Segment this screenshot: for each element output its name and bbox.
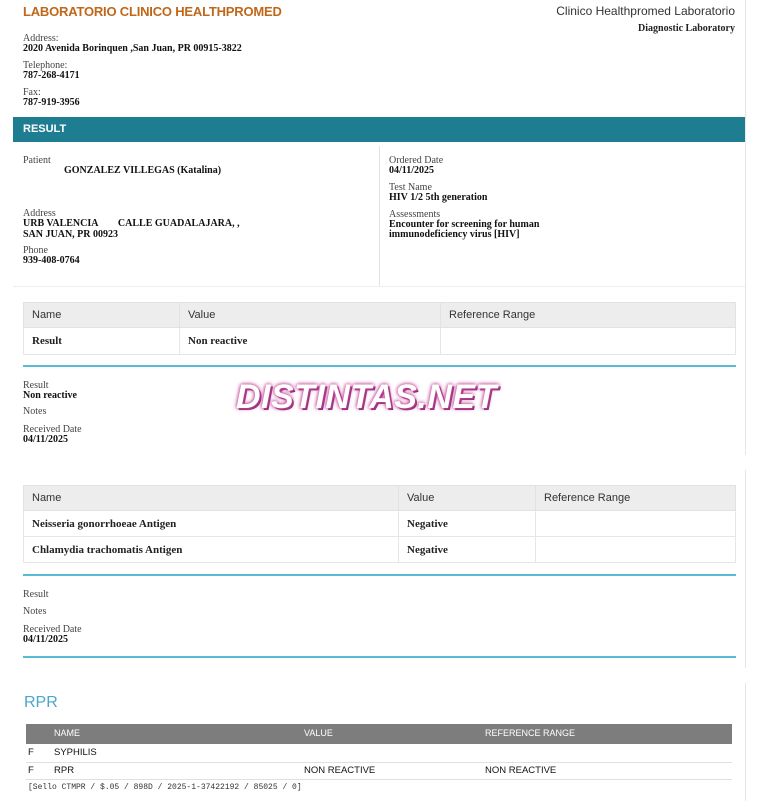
rpr-row-value: NON REACTIVE bbox=[304, 765, 376, 776]
section-rule bbox=[23, 656, 736, 658]
summary-notes-label: Notes bbox=[23, 406, 47, 417]
column-header-name: Name bbox=[24, 486, 399, 511]
result-panel-std bbox=[13, 470, 746, 668]
rpr-header-value: VALUE bbox=[304, 728, 333, 738]
summary-received-value: 04/11/2025 bbox=[23, 634, 69, 645]
test-name-label: Test Name bbox=[389, 182, 432, 193]
row-range bbox=[441, 328, 736, 355]
rpr-header-name: NAME bbox=[54, 728, 81, 738]
result-panel-rpr bbox=[13, 683, 746, 801]
rpr-row-divider bbox=[26, 762, 732, 763]
column-header-value: Value bbox=[399, 486, 536, 511]
row-range bbox=[536, 537, 736, 563]
row-name: Chlamydia trachomatis Antigen bbox=[24, 537, 399, 563]
rpr-title: RPR bbox=[24, 694, 58, 711]
patient-name: GONZALEZ VILLEGAS (Katalina) bbox=[64, 165, 222, 176]
row-range bbox=[536, 511, 736, 537]
rpr-row-name: SYPHILIS bbox=[54, 747, 97, 758]
rpr-row-divider bbox=[26, 779, 732, 780]
patient-address-line2: SAN JUAN, PR 00923 bbox=[23, 229, 118, 240]
ordered-date-value: 04/11/2025 bbox=[389, 165, 435, 176]
table-header-row bbox=[24, 303, 736, 328]
result-banner bbox=[13, 117, 745, 142]
table-row bbox=[24, 537, 736, 563]
summary-received-label: Received Date bbox=[23, 424, 82, 435]
summary-notes-label: Notes bbox=[23, 606, 47, 617]
patient-phone-label: Phone bbox=[23, 245, 48, 256]
column-divider bbox=[379, 146, 380, 286]
assessments-label: Assessments bbox=[389, 209, 441, 220]
address-value: 2020 Avenida Borinquen ,San Juan, PR 00915-3822 bbox=[23, 43, 242, 54]
column-header-reference-range: Reference Range bbox=[441, 303, 736, 328]
summary-result-label: Result bbox=[23, 380, 49, 391]
telephone-value: 787-268-4171 bbox=[23, 70, 80, 81]
test-name-value: HIV 1/2 5th generation bbox=[389, 192, 488, 203]
banner-title: RESULT bbox=[23, 123, 67, 135]
clinic-name: Clinico Healthpromed Laboratorio bbox=[556, 4, 735, 18]
row-value: Non reactive bbox=[180, 328, 441, 355]
section-divider bbox=[13, 286, 745, 287]
column-header-value: Value bbox=[180, 303, 441, 328]
summary-result-value: Non reactive bbox=[23, 390, 77, 401]
patient-phone-value: 939-408-0764 bbox=[23, 255, 80, 266]
std-result-table bbox=[23, 485, 736, 563]
table-row bbox=[24, 511, 736, 537]
assessments-line2: immunodeficiency virus [HIV] bbox=[389, 229, 520, 240]
patient-address-line1: URB VALENCIA CALLE GUADALAJARA, , bbox=[23, 218, 240, 229]
rpr-row-range: NON REACTIVE bbox=[485, 765, 557, 776]
table-row bbox=[24, 328, 736, 355]
row-value: Negative bbox=[399, 537, 536, 563]
row-value: Negative bbox=[399, 511, 536, 537]
row-name: Neisseria gonorrhoeae Antigen bbox=[24, 511, 399, 537]
patient-label: Patient bbox=[23, 155, 51, 166]
rpr-row-flag: F bbox=[28, 747, 34, 758]
telephone-label: Telephone: bbox=[23, 60, 68, 71]
fax-label: Fax: bbox=[23, 87, 41, 98]
rpr-row-flag: F bbox=[28, 765, 34, 776]
lab-type: Diagnostic Laboratory bbox=[638, 23, 735, 34]
fax-value: 787-919-3956 bbox=[23, 97, 80, 108]
summary-received-label: Received Date bbox=[23, 624, 82, 635]
rpr-row-name: RPR bbox=[54, 765, 75, 776]
hiv-result-table bbox=[23, 302, 736, 355]
column-header-reference-range: Reference Range bbox=[536, 486, 736, 511]
row-name: Result bbox=[24, 328, 180, 355]
section-rule bbox=[23, 574, 736, 576]
rpr-header-reference-range: REFERENCE RANGE bbox=[485, 728, 576, 738]
watermark: DISTINTAS.NET bbox=[236, 378, 497, 416]
section-rule bbox=[23, 365, 736, 367]
assessments-line1: Encounter for screening for human bbox=[389, 219, 540, 230]
stamp-text: [Sello CTMPR / $.05 / 898D / 2025-1-37422192 / 85025 / 0] bbox=[28, 783, 302, 792]
summary-result-label: Result bbox=[23, 589, 49, 600]
address-label: Address: bbox=[23, 33, 59, 44]
lab-name: LABORATORIO CLINICO HEALTHPROMED bbox=[23, 4, 282, 19]
column-header-name: Name bbox=[24, 303, 180, 328]
table-header-row bbox=[24, 486, 736, 511]
summary-received-value: 04/11/2025 bbox=[23, 434, 69, 445]
ordered-date-label: Ordered Date bbox=[389, 155, 444, 166]
rpr-table-header bbox=[26, 724, 732, 744]
patient-address-label: Address bbox=[23, 208, 56, 219]
